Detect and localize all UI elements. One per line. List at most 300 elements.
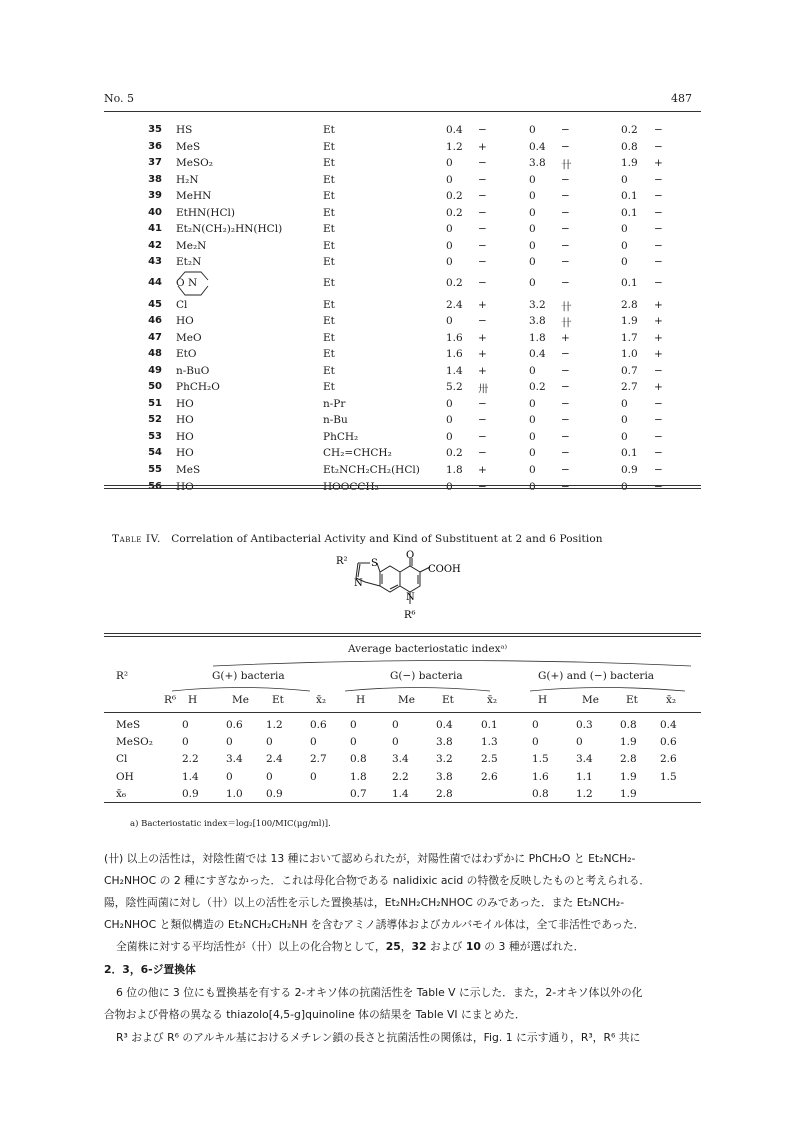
- table4-cell: 0: [226, 736, 233, 749]
- table3-cell-r6: Et: [323, 348, 335, 361]
- table4-top-rule-2: [104, 636, 701, 637]
- table3-cell-no: 47: [148, 331, 162, 343]
- table3-cell-bs: −: [561, 276, 570, 289]
- table3-cell-no: 42: [148, 239, 162, 251]
- table3-cell-as: −: [478, 206, 487, 219]
- paragraph-line-1: (卄) 以上の活性は，対陰性菌では 13 種において認められたが，対陽性菌ではわずかに PhCH₂O と Et₂NCH₂-: [104, 852, 636, 865]
- table3-cell-as: +: [478, 331, 487, 344]
- table3-cell-a: 0.4: [446, 124, 463, 136]
- table4-cell: 1.3: [481, 736, 498, 749]
- table4-cell: 0.1: [481, 719, 498, 731]
- table4-subheader: Me: [582, 694, 599, 706]
- table3-cell-r6: Et: [323, 364, 335, 377]
- table3-cell-cs: −: [654, 447, 663, 460]
- table3-cell-r3: HO: [176, 480, 194, 493]
- table3-cell-as: +: [478, 298, 487, 311]
- table3-cell-r3: HO: [176, 430, 194, 443]
- table3-cell-r6: Et: [323, 239, 335, 252]
- table3-cell-bs: 卄: [561, 317, 572, 330]
- paragraph-line-6: 6 位の他に 3 位にも置換基を有する 2-オキソ体の抗菌活性を Table V に示した．また，2-オキソ体以外の化: [116, 986, 643, 999]
- table4-cell: 0: [350, 736, 357, 749]
- table4-cell: 2.2: [182, 753, 199, 766]
- table3-cell-r6: Et: [323, 157, 335, 170]
- table3-cell-r6: Et: [323, 140, 335, 153]
- table4-cell: 0: [266, 770, 273, 783]
- table3-cell-bs: 卄: [561, 300, 572, 313]
- group-gneg-header: G(−) bacteria: [390, 670, 463, 682]
- table3-cell-c: 0.9: [621, 464, 638, 476]
- table-bottom-rule-2: [104, 488, 701, 489]
- table3-cell-r3: MeS: [176, 140, 201, 153]
- table3-cell-no: 39: [148, 190, 162, 202]
- table4-caption-text: Correlation of Antibacterial Activity and Kind of Substituent at 2 and 6 Position: [171, 533, 603, 545]
- table4-cell: 2.5: [481, 753, 498, 766]
- table4-bottom-rule: [104, 802, 701, 803]
- table3-cell-b: 0: [529, 430, 536, 443]
- table3-cell-as: −: [478, 430, 487, 443]
- paragraph-line-2: CH₂NHOC の 2 種にすぎなかった．これは母化合物である nalidixic acid の特徴を反映したものと考えられる．: [104, 874, 651, 887]
- table3-cell-no: 44: [148, 276, 162, 288]
- table3-cell-a: 0: [446, 173, 453, 186]
- table3-cell-no: 41: [148, 223, 162, 235]
- table3-cell-b: 0: [529, 124, 536, 136]
- table3-cell-b: 0: [529, 256, 536, 269]
- table3-cell-b: 0: [529, 276, 536, 289]
- table4-cell: 0: [310, 770, 317, 783]
- table3-cell-b: 0: [529, 397, 536, 410]
- table3-cell-cs: +: [654, 298, 663, 311]
- table3-cell-cs: −: [654, 364, 663, 377]
- paragraph-line-7: 合物および骨格の異なる thiazolo[4,5-g]quinoline 体の結果を Table VI にまとめた．: [104, 1008, 526, 1021]
- table3-cell-b: 1.8: [529, 331, 546, 344]
- table3-cell-no: 49: [148, 364, 162, 376]
- table3-cell-cs: +: [654, 381, 663, 394]
- table4-cell: 1.1: [576, 770, 593, 783]
- table3-cell-as: +: [478, 364, 487, 377]
- table4-subheader: H: [356, 694, 366, 706]
- table3-cell-b: 0.4: [529, 348, 546, 361]
- table4-subheader: Me: [398, 694, 415, 706]
- table3-cell-cs: −: [654, 239, 663, 252]
- paragraph-line-5: [116, 936, 584, 957]
- table3-cell-a: 0: [446, 157, 453, 170]
- table3-cell-no: 35: [148, 124, 162, 135]
- table3-cell-no: 38: [148, 173, 162, 185]
- table3-cell-cs: +: [654, 348, 663, 361]
- table3-cell-no: 55: [148, 464, 162, 475]
- table3-cell-c: 0.1: [621, 276, 638, 289]
- table4-cell: 1.9: [620, 770, 637, 783]
- table3-cell-as: +: [478, 348, 487, 361]
- table4-cell: 0.3: [576, 719, 593, 731]
- table4-cell: 3.4: [576, 753, 593, 766]
- table3-cell-cs: +: [654, 157, 663, 170]
- table3-cell-cs: −: [654, 124, 663, 136]
- table3-cell-c: 0: [621, 256, 628, 269]
- table4-subheader: x̄₂: [487, 694, 498, 706]
- table4-cell: 1.5: [660, 770, 677, 783]
- table4-row-label: OH: [116, 770, 134, 783]
- table3-cell-bs: −: [561, 381, 570, 394]
- table3-cell-c: 0: [621, 239, 628, 252]
- journal-issue: No. 5: [104, 92, 135, 105]
- table3-cell-cs: −: [654, 276, 663, 289]
- table3-cell-r6: Et: [323, 206, 335, 219]
- table4-row-label: x̄₆: [116, 787, 127, 800]
- table3-cell-a: 2.4: [446, 298, 463, 311]
- table4-cell: 0.7: [350, 787, 367, 800]
- thiazoloquinoline-structure: [318, 550, 488, 628]
- structure-cooh-label: COOH: [428, 564, 461, 575]
- table4-cell: 2.6: [481, 770, 498, 783]
- table4-caption: [112, 533, 603, 545]
- table4-cell: 0.8: [350, 753, 367, 766]
- table3-cell-as: 卅: [478, 383, 489, 396]
- table3-cell-r6: HOOCCH₂: [323, 480, 379, 493]
- table3-cell-c: 1.9: [621, 315, 638, 328]
- table3-cell-a: 0: [446, 414, 453, 427]
- table4-cell: 3.8: [436, 770, 453, 783]
- table3-cell-cs: −: [654, 256, 663, 269]
- table3-cell-b: 0: [529, 239, 536, 252]
- table4-cell: 0: [182, 736, 189, 749]
- table3-cell-bs: −: [561, 364, 570, 377]
- table3-cell-no: 50: [148, 381, 162, 393]
- table4-cell: 2.8: [620, 753, 637, 766]
- table3-cell-a: 0: [446, 239, 453, 252]
- table4-row-label: MeSO₂: [116, 736, 153, 749]
- table3-cell-as: −: [478, 315, 487, 328]
- table4-cell: 0: [532, 719, 539, 731]
- table3-cell-c: 0.1: [621, 190, 638, 203]
- table4-cell: 2.2: [392, 770, 409, 783]
- table4-subheader: x̄₂: [316, 694, 327, 706]
- table3-cell-r3: n-BuO: [176, 364, 210, 377]
- avg-index-header: Average bacteriostatic indexᵃ⁾: [348, 643, 508, 655]
- table3-cell-r6: CH₂=CHCH₂: [323, 447, 392, 460]
- table3-cell-b: 3.8: [529, 157, 546, 170]
- table3-cell-bs: −: [561, 206, 570, 219]
- table3-cell-c: 1.9: [621, 157, 638, 170]
- table3-cell-a: 0.2: [446, 206, 463, 219]
- r2-header: R²: [116, 670, 129, 682]
- header-rule: [104, 111, 701, 112]
- table3-cell-c: 2.8: [621, 298, 638, 311]
- table3-cell-no: 56: [148, 480, 162, 492]
- table3-cell-r6: Et: [323, 173, 335, 186]
- table4-cell: 0: [392, 736, 399, 749]
- table3-cell-bs: −: [561, 348, 570, 361]
- table3-cell-no: 40: [148, 206, 162, 218]
- table3-cell-r3: H₂N: [176, 173, 199, 186]
- table3-cell-c: 0.8: [621, 140, 638, 153]
- table3-cell-r3: EtO: [176, 348, 197, 361]
- table3-cell-r6: Et: [323, 190, 335, 203]
- table3-cell-b: 0.2: [529, 381, 546, 394]
- table4-cell: 3.2: [436, 753, 453, 766]
- table4-cell: 1.9: [620, 787, 637, 800]
- table3-cell-r3: Et₂N: [176, 256, 202, 269]
- table3-cell-a: 0: [446, 256, 453, 269]
- p5-pre: 全菌株に対する平均活性が（卄）以上の化合物として，: [116, 940, 386, 953]
- table3-cell-as: −: [478, 397, 487, 410]
- table3-cell-a: 0: [446, 397, 453, 410]
- structure-s-atom: S: [371, 558, 378, 569]
- table4-subheader: H: [188, 694, 198, 706]
- table3-cell-r6: Et: [323, 381, 335, 394]
- table4-cell: 2.4: [266, 753, 283, 766]
- table3-cell-c: 0: [621, 223, 628, 236]
- table3-cell-as: −: [478, 239, 487, 252]
- table4-footnote: a) Bacteriostatic index＝log₂[100/MIC(μg/ml)].: [130, 819, 331, 829]
- structure-r6-label: R⁶: [404, 610, 416, 621]
- table3-cell-r3: PhCH₂O: [176, 381, 220, 394]
- p5-sep: ，: [400, 940, 412, 953]
- table4-cell: 0.9: [182, 787, 199, 800]
- group-gpos-header: G(+) bacteria: [212, 670, 285, 682]
- table3-cell-no: 54: [148, 447, 162, 459]
- table4-cell: 0: [576, 736, 583, 749]
- table3-cell-b: 0: [529, 447, 536, 460]
- table4-cell: 1.4: [182, 770, 199, 783]
- table4-subheader: Me: [232, 694, 249, 706]
- table4-cell: 0.4: [660, 719, 677, 731]
- table3-cell-r3: MeS: [176, 464, 201, 476]
- compound-10: 10: [465, 940, 481, 953]
- table4-subheader: Et: [626, 694, 638, 706]
- table3-cell-cs: +: [654, 315, 663, 328]
- table3-cell-r6: n-Bu: [323, 414, 348, 427]
- compound-25: 25: [385, 940, 401, 953]
- table3-cell-as: −: [478, 447, 487, 460]
- table3-cell-a: 0.2: [446, 190, 463, 203]
- table4-row-label: MeS: [116, 719, 141, 731]
- table4-cell: 1.2: [576, 787, 593, 800]
- table3-cell-bs: −: [561, 464, 570, 476]
- table4-cell: 3.8: [436, 736, 453, 749]
- table4-cell: 1.6: [532, 770, 549, 783]
- table3-cell-r3: HS: [176, 124, 193, 136]
- table3-cell-b: 0: [529, 480, 536, 493]
- table3-cell-cs: +: [654, 331, 663, 344]
- table4-cell: 0.4: [436, 719, 453, 731]
- table4-subheader: Et: [442, 694, 454, 706]
- table3-cell-as: −: [478, 190, 487, 203]
- r6-label: R⁶: [164, 694, 177, 706]
- table3-cell-r6: Et: [323, 315, 335, 328]
- table3-cell-c: 0: [621, 397, 628, 410]
- table3-cell-cs: −: [654, 173, 663, 186]
- table4-cell: 1.0: [226, 787, 243, 800]
- compound-32: 32: [411, 940, 427, 953]
- table3-cell-a: 0: [446, 223, 453, 236]
- table3-cell-as: +: [478, 140, 487, 153]
- table3-cell-cs: −: [654, 480, 663, 493]
- table3-cell-c: 0: [621, 173, 628, 186]
- group-brackets: [170, 684, 690, 692]
- table4-cell: 2.8: [436, 787, 453, 800]
- table3-cell-a: 0: [446, 315, 453, 328]
- table4-cell: 0.8: [620, 719, 637, 731]
- group-both-header: G(+) and (−) bacteria: [538, 670, 655, 682]
- table3-cell-no: 52: [148, 414, 162, 426]
- table3-cell-r3: HO: [176, 397, 194, 410]
- table3-cell-b: 3.8: [529, 315, 546, 328]
- table4-subheader: H: [538, 694, 548, 706]
- table3-cell-b: 0: [529, 364, 536, 377]
- table3-cell-cs: −: [654, 206, 663, 219]
- table3-cell-no: 48: [148, 348, 162, 360]
- table3-cell-no: 45: [148, 298, 162, 310]
- table3-cell-b: 0: [529, 223, 536, 236]
- table4-cell: 0.9: [266, 787, 283, 800]
- table3-cell-as: −: [478, 173, 487, 186]
- section-heading: 2．3，6-ジ置換体: [104, 963, 196, 976]
- structure-n1-atom: N: [354, 578, 363, 589]
- p5-post: の 3 種が選ばれた．: [480, 940, 585, 953]
- paragraph-line-8: R³ および R⁶ のアルキル基におけるメチレン鎖の長さと抗菌活性の関係は，Fig. 1 に示す通り，R³，R⁶ 共に: [116, 1031, 641, 1044]
- table3-cell-cs: −: [654, 190, 663, 203]
- table3-cell-r6: Et: [323, 298, 335, 311]
- table3-cell-cs: −: [654, 397, 663, 410]
- table3-cell-no: 53: [148, 430, 162, 442]
- table3-cell-as: −: [478, 276, 487, 289]
- table4-cell: 1.9: [620, 736, 637, 749]
- table3-cell-r3: HO: [176, 315, 194, 328]
- table3-cell-as: −: [478, 256, 487, 269]
- table3-cell-no: 37: [148, 157, 162, 169]
- table3-cell-r6: Et₂NCH₂CH₂(HCl): [323, 464, 420, 476]
- table3-cell-no: 46: [148, 315, 162, 327]
- table3-cell-bs: −: [561, 124, 570, 136]
- table4-cell: 0: [226, 770, 233, 783]
- table3-cell-r3: Cl: [176, 298, 188, 311]
- paragraph-line-3: 陽，陰性両菌に対し（卄）以上の活性を示した置換基は，Et₂NH₂CH₂NHOC のみであった．また Et₂NCH₂-: [104, 896, 625, 909]
- structure-r2-label: R²: [336, 556, 348, 567]
- table3-cell-c: 0.7: [621, 364, 638, 377]
- table3-cell-c: 0: [621, 480, 628, 493]
- table4-cell: 2.6: [660, 753, 677, 766]
- table3-cell-r3: HO: [176, 447, 194, 460]
- table3-cell-r6: Et: [323, 223, 335, 236]
- table4-cell: 0: [310, 736, 317, 749]
- table3-cell-r3: MeSO₂: [176, 157, 213, 170]
- table3-cell-bs: −: [561, 190, 570, 203]
- table3-cell-bs: −: [561, 397, 570, 410]
- table3-cell-a: 1.2: [446, 140, 463, 153]
- table3-cell-b: 0.4: [529, 140, 546, 153]
- table3-cell-a: 0: [446, 480, 453, 493]
- table3-cell-as: −: [478, 124, 487, 136]
- table3-cell-b: 0: [529, 414, 536, 427]
- table3-cell-r3: MeO: [176, 331, 202, 344]
- table4-top-rule-1: [104, 633, 701, 634]
- table4-cell: 0: [182, 719, 189, 731]
- table3-cell-bs: −: [561, 430, 570, 443]
- table4-cell: 3.4: [392, 753, 409, 766]
- table3-cell-bs: 卄: [561, 159, 572, 172]
- table3-cell-b: 3.2: [529, 298, 546, 311]
- table3-cell-r6: Et: [323, 276, 335, 289]
- structure-o-atom: O: [406, 550, 415, 561]
- table3-cell-r3: EtHN(HCl): [176, 206, 235, 219]
- table3-cell-c: 0: [621, 430, 628, 443]
- table3-cell-as: −: [478, 157, 487, 170]
- table3-cell-r3: Me₂N: [176, 239, 207, 252]
- table-bottom-rule-1: [104, 485, 701, 486]
- table3-cell-bs: −: [561, 447, 570, 460]
- table3-cell-c: 1.7: [621, 331, 638, 344]
- table3-cell-bs: −: [561, 173, 570, 186]
- table4-cell: 3.4: [226, 753, 243, 766]
- table3-cell-c: 0.2: [621, 124, 638, 136]
- table3-cell-bs: −: [561, 414, 570, 427]
- morpholine-ring-icon: [174, 268, 214, 302]
- table3-cell-a: 1.8: [446, 464, 463, 476]
- table3-cell-r6: PhCH₂: [323, 430, 359, 443]
- table3-cell-a: 1.4: [446, 364, 463, 377]
- table4-cell: 0.6: [226, 719, 243, 731]
- table3-cell-r6: n-Pr: [323, 397, 346, 410]
- table3-cell-cs: −: [654, 140, 663, 153]
- page-number: 487: [671, 92, 692, 105]
- table3-cell-c: 1.0: [621, 348, 638, 361]
- table3-cell-as: +: [478, 464, 487, 476]
- table3-cell-no: 43: [148, 256, 162, 268]
- table3-cell-cs: −: [654, 464, 663, 476]
- table3-cell-a: 1.6: [446, 331, 463, 344]
- table4-subheader: Et: [272, 694, 284, 706]
- table3-cell-no: 51: [148, 397, 162, 409]
- p5-mid: および: [426, 940, 466, 953]
- table3-cell-c: 2.7: [621, 381, 638, 394]
- paragraph-line-4: CH₂NHOC と類似構造の Et₂NCH₂CH₂NH を含むアミノ誘導体およびカルバモイル体は，全て非活性であった．: [104, 918, 645, 931]
- table3-cell-r3: HO: [176, 414, 194, 427]
- table4-subheader: x̄₂: [666, 694, 677, 706]
- table4-cell: 0: [392, 719, 399, 731]
- table3-cell-as: −: [478, 480, 487, 493]
- table3-cell-a: 0.2: [446, 276, 463, 289]
- table3-cell-r3: MeHN: [176, 190, 212, 203]
- table4-cell: 0.6: [660, 736, 677, 749]
- table4-cell: 0.6: [310, 719, 327, 731]
- avg-index-bracket: [212, 655, 692, 667]
- table3-cell-cs: −: [654, 430, 663, 443]
- table4-cell: 0: [532, 736, 539, 749]
- table3-cell-r6: Et: [323, 256, 335, 269]
- table4-cell: 0: [266, 736, 273, 749]
- table3-cell-a: 0.2: [446, 447, 463, 460]
- table3-cell-a: 0: [446, 430, 453, 443]
- table3-cell-cs: −: [654, 414, 663, 427]
- table3-cell-c: 0.1: [621, 447, 638, 460]
- table3-cell-no: 36: [148, 140, 162, 152]
- table4-cell: 1.4: [392, 787, 409, 800]
- table4-cell: 1.5: [532, 753, 549, 766]
- table4-header-rule: [104, 712, 701, 713]
- structure-n2-atom: N: [406, 592, 415, 603]
- table3-cell-bs: −: [561, 140, 570, 153]
- table3-cell-r6: Et: [323, 331, 335, 344]
- table3-cell-b: 0: [529, 173, 536, 186]
- table3-cell-r3: Et₂N(CH₂)₂HN(HCl): [176, 223, 283, 236]
- table4-cell: 1.2: [266, 719, 283, 731]
- table4-cell: 1.8: [350, 770, 367, 783]
- table3-cell-b: 0: [529, 206, 536, 219]
- table4-cell: 0: [350, 719, 357, 731]
- table3-cell-bs: −: [561, 480, 570, 493]
- table3-cell-r6: Et: [323, 124, 335, 136]
